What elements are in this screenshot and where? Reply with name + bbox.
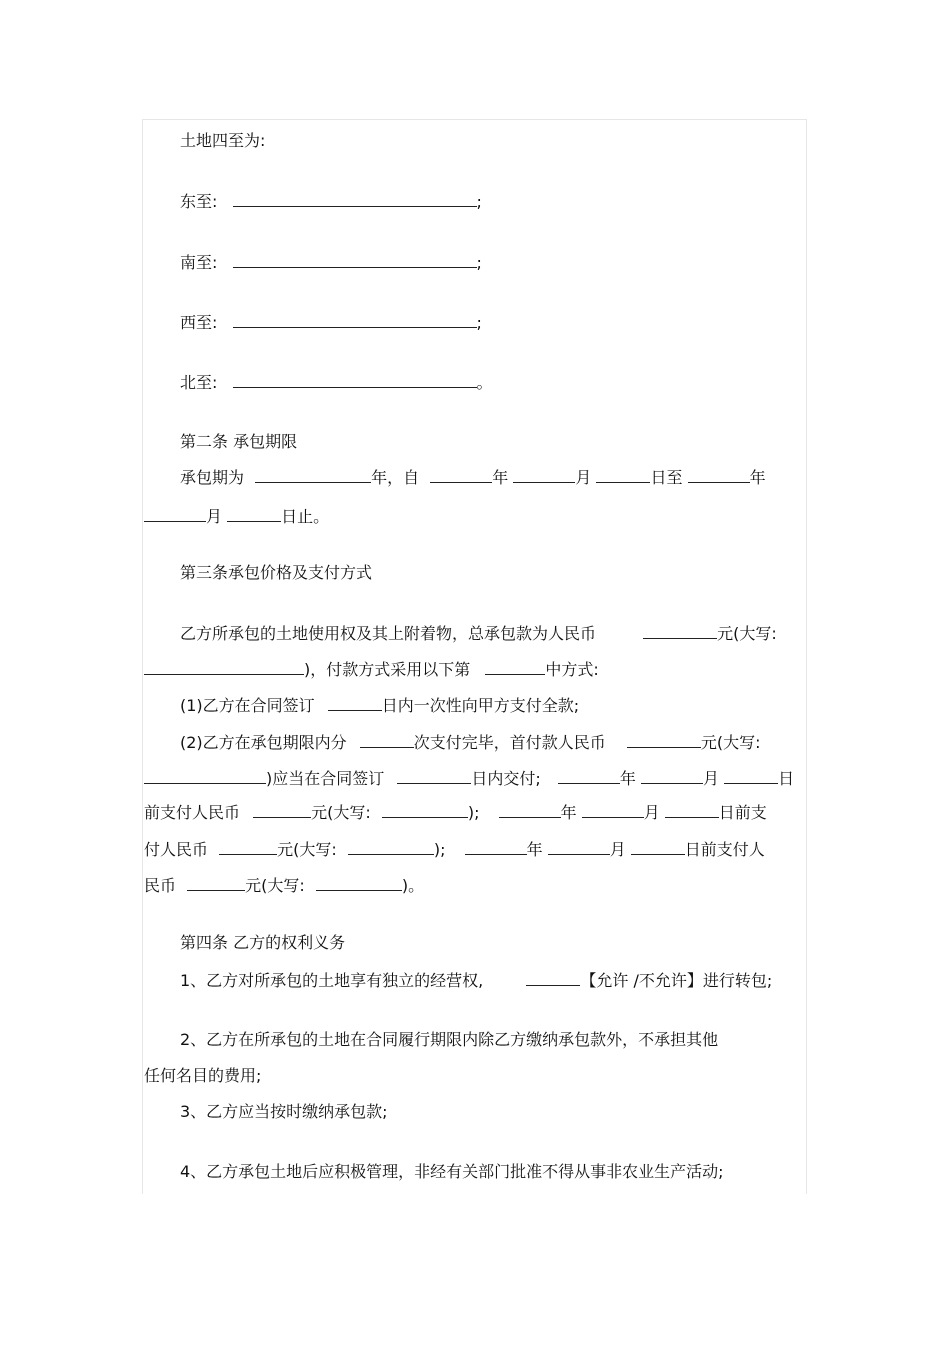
inst3-month-blank[interactable]	[548, 839, 610, 855]
start-year-blank[interactable]	[430, 467, 492, 483]
term-prefix: 承包期为	[180, 468, 245, 487]
total-price-capital-blank[interactable]	[144, 659, 304, 675]
first-payment-capital-blank[interactable]	[144, 768, 266, 784]
inst1-day-blank[interactable]	[724, 768, 778, 784]
inst3-capital-label: 元(大写:	[245, 876, 305, 895]
first-payment-due-text: )应当在合同签订	[266, 769, 385, 788]
inst3-day-blank[interactable]	[631, 839, 685, 855]
article3-title: 第三条承包价格及支付方式	[180, 563, 373, 582]
north-blank[interactable]	[233, 372, 477, 388]
inst2-capital-blank[interactable]	[348, 839, 434, 855]
total-price-capital-label: 元(大写:	[717, 624, 777, 643]
option1-text: (1)乙方在合同签订	[180, 696, 315, 715]
end-month-blank[interactable]	[144, 506, 206, 522]
item1-suffix: 【允许 /不允许】进行转包;	[580, 971, 773, 990]
first-payment-days-suffix: 日内交付;	[471, 769, 541, 788]
inst3-pay-text: 民币	[144, 876, 177, 895]
inst1-pay-text: 前支付人民币	[144, 803, 241, 822]
inst2-due-text: 日前支	[718, 803, 767, 822]
inst1-close: );	[467, 803, 480, 822]
inst2-month-unit: 月	[643, 803, 660, 822]
total-price-text: 乙方所承包的土地使用权及其上附着物，总承包款为人民币	[180, 624, 597, 643]
article4-item2-line2: 任何名目的费用;	[144, 1066, 262, 1085]
start-day-blank[interactable]	[596, 467, 650, 483]
option2-times-blank[interactable]	[360, 732, 414, 748]
total-price-blank[interactable]	[643, 623, 717, 639]
end-day-blank[interactable]	[227, 506, 281, 522]
south-semicolon: ;	[476, 253, 482, 272]
west-label: 西至:	[180, 313, 218, 332]
inst1-month-blank[interactable]	[641, 768, 703, 784]
installment-line1	[144, 768, 794, 788]
inst1-month-unit: 月	[702, 769, 719, 788]
option2-text: (2)乙方在承包期限内分	[180, 733, 347, 752]
article4-item1	[180, 970, 772, 990]
inst1-capital-label: 元(大写:	[311, 803, 371, 822]
inst3-year-blank[interactable]	[465, 839, 527, 855]
inst1-year-unit: 年	[619, 769, 636, 788]
inst2-amount-blank[interactable]	[219, 839, 277, 855]
option1-days-blank[interactable]	[328, 695, 382, 711]
sublease-choice-blank[interactable]	[526, 970, 580, 986]
start-year-unit: 年	[492, 468, 509, 487]
article3-p1-line2	[144, 659, 599, 679]
term-years-blank[interactable]	[255, 467, 371, 483]
west-blank[interactable]	[233, 312, 477, 328]
north-label: 北至:	[180, 373, 218, 392]
inst2-month-blank[interactable]	[582, 802, 644, 818]
start-day-to: 日至	[650, 468, 683, 487]
article4-item3: 3、乙方应当按时缴纳承包款;	[180, 1102, 388, 1121]
south-blank[interactable]	[233, 252, 477, 268]
payment-method-blank[interactable]	[485, 659, 545, 675]
east-semicolon: ;	[476, 192, 482, 211]
option2-first-payment: 次支付完毕，首付款人民币	[413, 733, 606, 752]
inst3-month-unit: 月	[609, 840, 626, 859]
option2-line	[180, 732, 761, 752]
article4-title: 第四条 乙方的权利义务	[180, 933, 346, 952]
installment-line4	[144, 875, 424, 895]
end-day-unit: 日止。	[281, 507, 330, 526]
inst2-pay-text: 付人民币	[144, 840, 209, 859]
article2-term-line2	[144, 506, 329, 526]
end-month-unit: 月	[206, 507, 223, 526]
boundaries-intro: 土地四至为:	[180, 131, 266, 150]
inst3-year-unit: 年	[526, 840, 543, 859]
south-label: 南至:	[180, 253, 218, 272]
option1-line	[180, 695, 579, 715]
inst2-day-blank[interactable]	[665, 802, 719, 818]
inst3-close: )。	[401, 876, 425, 895]
west-boundary-line	[180, 312, 482, 332]
term-year-unit: 年	[371, 468, 388, 487]
installment-line2	[144, 802, 767, 822]
article4-item2-line1: 2、乙方在所承包的土地在合同履行期限内除乙方缴纳承包款外，不承担其他	[180, 1030, 719, 1049]
inst2-close: );	[433, 840, 446, 859]
inst2-year-unit: 年	[560, 803, 577, 822]
inst1-day-unit: 日	[778, 769, 795, 788]
installment-line3	[144, 839, 765, 859]
north-period: 。	[476, 373, 493, 392]
first-payment-capital-label: 元(大写:	[700, 733, 761, 752]
article3-p1-line1	[180, 623, 777, 643]
first-payment-blank[interactable]	[627, 732, 701, 748]
inst3-due-text: 日前支付人	[684, 840, 765, 859]
first-payment-days-blank[interactable]	[397, 768, 471, 784]
option1-suffix: 日内一次性向甲方支付全款;	[381, 696, 580, 715]
payment-method-text: )，付款方式采用以下第	[304, 660, 471, 679]
inst3-capital-blank[interactable]	[316, 875, 402, 891]
payment-method-suffix: 中方式:	[545, 660, 599, 679]
term-from: ，自	[387, 468, 420, 487]
east-label: 东至:	[180, 192, 218, 211]
inst2-capital-label: 元(大写:	[277, 840, 337, 859]
inst1-capital-blank[interactable]	[382, 802, 468, 818]
article4-item4: 4、乙方承包土地后应积极管理，非经有关部门批准不得从事非农业生产活动;	[180, 1162, 724, 1181]
inst1-amount-blank[interactable]	[253, 802, 311, 818]
end-year-unit: 年	[749, 468, 766, 487]
start-month-blank[interactable]	[513, 467, 575, 483]
inst3-amount-blank[interactable]	[187, 875, 245, 891]
end-year-blank[interactable]	[688, 467, 750, 483]
article2-title: 第二条 承包期限	[180, 432, 298, 451]
west-semicolon: ;	[476, 313, 482, 332]
inst1-year-blank[interactable]	[558, 768, 620, 784]
item1-text: 1、乙方对所承包的土地享有独立的经营权,	[180, 971, 484, 990]
south-boundary-line	[180, 252, 482, 272]
inst2-year-blank[interactable]	[499, 802, 561, 818]
article2-term-line1	[180, 467, 766, 487]
north-boundary-line	[180, 372, 493, 392]
east-blank[interactable]	[233, 191, 477, 207]
east-boundary-line	[180, 191, 482, 211]
start-month-unit: 月	[575, 468, 592, 487]
